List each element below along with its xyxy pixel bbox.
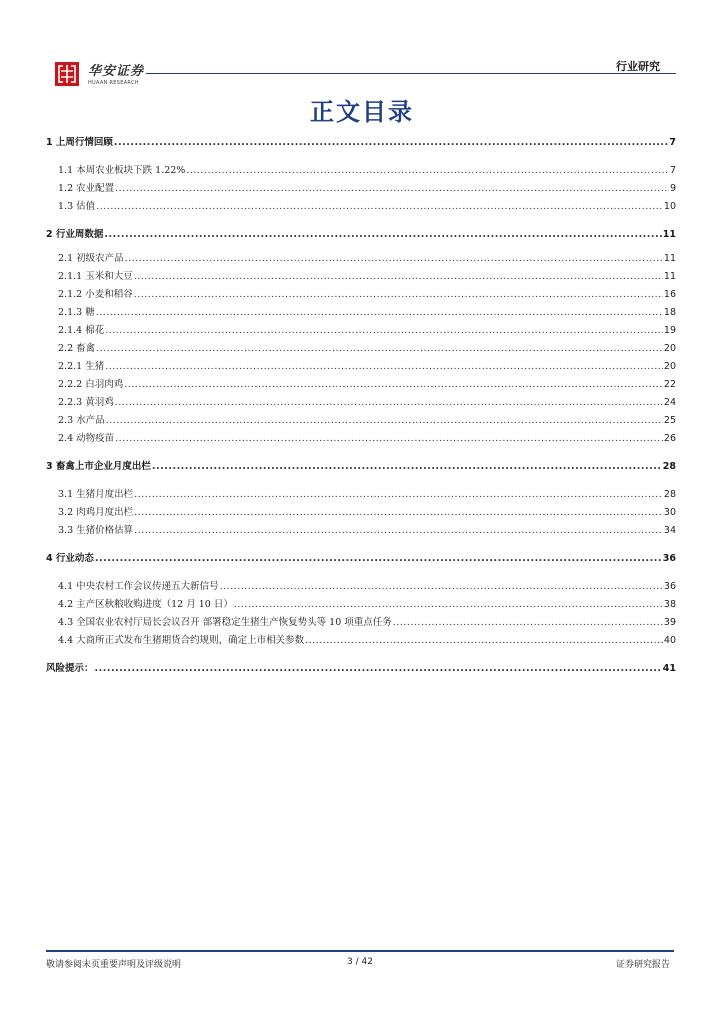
toc-leader-dots: [134, 271, 663, 282]
toc-entry[interactable]: [46, 522, 676, 538]
toc-entry-page: 11: [663, 271, 676, 282]
toc-entry[interactable]: [46, 550, 676, 566]
toc-entry[interactable]: [46, 660, 676, 676]
toc-leader-dots: [186, 165, 669, 176]
toc-entry-page: 40: [663, 635, 676, 646]
toc-leader-dots: [95, 663, 662, 674]
page-header: [48, 56, 676, 90]
toc-entry[interactable]: [46, 412, 676, 428]
toc-entry-page: 20: [663, 343, 676, 354]
toc-entry[interactable]: [46, 430, 676, 446]
toc-entry-label: 3.2 肉鸡月度出栏: [58, 507, 134, 518]
toc-entry-label: 1 上周行情回顾: [46, 137, 113, 148]
toc-leader-dots: [115, 433, 663, 444]
toc-entry-page: 7: [669, 137, 676, 148]
toc-entry-page: 30: [663, 507, 676, 518]
toc-entry[interactable]: [46, 198, 676, 214]
toc-entry-label: 2.2.3 黄羽鸡: [58, 397, 114, 408]
toc-entry-page: 22: [663, 379, 676, 390]
toc-entry-label: 4 行业动态: [46, 553, 94, 564]
toc-leader-dots: [134, 525, 663, 536]
toc-entry[interactable]: [46, 578, 676, 594]
toc-entry-page: 16: [663, 289, 676, 300]
toc-entry-label: 4.1 中央农村工作会议传递五大新信号: [58, 581, 219, 592]
toc-entry[interactable]: [46, 340, 676, 356]
toc-entry-page: 7: [669, 165, 676, 176]
toc-entry-label: 3.1 生猪月度出栏: [58, 489, 134, 500]
page-number: [46, 957, 674, 967]
toc-entry-page: 26: [663, 433, 676, 444]
toc-entry[interactable]: [46, 134, 676, 150]
toc-entry-label: 2.3 水产品: [58, 415, 105, 426]
toc-entry-page: 39: [663, 617, 676, 628]
toc-entry-label: 2 行业周数据: [46, 229, 104, 240]
toc-leader-dots: [96, 201, 663, 212]
toc-entry-page: 10: [663, 201, 676, 212]
toc-entry-page: 11: [663, 253, 676, 264]
toc-entry[interactable]: [46, 286, 676, 302]
toc-entry[interactable]: [46, 162, 676, 178]
toc-entry-page: 25: [663, 415, 676, 426]
toc-entry-label: 1.2 农业配置: [58, 183, 115, 194]
toc-leader-dots: [152, 461, 662, 472]
toc-leader-dots: [115, 397, 663, 408]
page-separator: /: [352, 957, 362, 967]
toc-entry[interactable]: [46, 486, 676, 502]
toc-entry-page: 28: [663, 489, 676, 500]
toc-entry-label: 4.4 大商所正式发布生猪期货合约规则，确定上市相关参数: [58, 635, 305, 646]
toc-entry[interactable]: [46, 304, 676, 320]
toc-leader-dots: [124, 379, 663, 390]
toc-entry-label: 2.1.1 玉米和大豆: [58, 271, 133, 282]
toc-entry-page: 11: [662, 229, 676, 240]
toc-leader-dots: [105, 361, 663, 372]
toc-leader-dots: [134, 289, 663, 300]
toc-leader-dots: [305, 635, 663, 646]
toc-leader-dots: [105, 325, 663, 336]
toc-leader-dots: [96, 343, 663, 354]
header-divider: [146, 73, 676, 74]
toc-entry-label: 1.1 本周农业板块下跌 1.22%: [58, 165, 186, 176]
toc-entry-label: 2.4 动物疫苗: [58, 433, 115, 444]
toc-entry[interactable]: [46, 376, 676, 392]
toc-entry[interactable]: [46, 632, 676, 648]
toc-entry[interactable]: [46, 322, 676, 338]
logo-english-name: HUAAN RESEARCH: [88, 80, 139, 86]
toc-entry-label: 3.3 生猪价格估算: [58, 525, 134, 536]
toc-entry-label: 2.1.2 小麦和稻谷: [58, 289, 133, 300]
toc-entry-page: 34: [663, 525, 676, 536]
toc-entry-page: 18: [663, 307, 676, 318]
toc-entry-page: 41: [662, 663, 676, 674]
toc-entry-label: 2.2.2 白羽肉鸡: [58, 379, 124, 390]
logo-chinese-name: 华安证券: [88, 64, 145, 79]
toc-entry-page: 38: [663, 599, 676, 610]
toc-entry[interactable]: [46, 226, 676, 242]
toc-leader-dots: [125, 253, 663, 264]
company-logo: [48, 60, 168, 92]
toc-entry[interactable]: [46, 358, 676, 374]
toc-entry[interactable]: [46, 504, 676, 520]
toc-entry-page: 36: [663, 581, 676, 592]
footer-divider: [46, 950, 674, 952]
toc-entry-label: 4.2 主产区秋粮收购进度（12 月 10 日）: [58, 599, 233, 610]
report-type-label: 证券研究报告: [615, 960, 670, 970]
toc-entry-page: 9: [669, 183, 676, 194]
toc-entry-label: 3 畜禽上市企业月度出栏: [46, 461, 151, 472]
toc-entry-page: 28: [662, 461, 676, 472]
toc-leader-dots: [134, 507, 663, 518]
toc-leader-dots: [96, 307, 663, 318]
total-pages: 42: [361, 957, 373, 967]
toc-entry[interactable]: [46, 268, 676, 284]
toc-leader-dots: [134, 489, 663, 500]
page-footer: [46, 957, 674, 973]
report-section-label: 行业研究: [616, 60, 660, 73]
toc-entry-label: 2.2.1 生猪: [58, 361, 105, 372]
toc-leader-dots: [104, 229, 661, 240]
toc-leader-dots: [95, 553, 662, 564]
toc-entry-label: 2.1.4 棉花: [58, 325, 105, 336]
page-title: 正文目录: [310, 98, 414, 126]
toc-entry-label: 风险提示：: [46, 663, 94, 674]
toc-leader-dots: [106, 415, 663, 426]
toc-entry-page: 24: [663, 397, 676, 408]
toc-entry[interactable]: [46, 614, 676, 630]
toc-leader-dots: [220, 581, 663, 592]
toc-entry-label: 2.2 畜禽: [58, 343, 96, 354]
toc-entry-label: 1.3 估值: [58, 201, 96, 212]
toc-entry-page: 20: [663, 361, 676, 372]
toc-leader-dots: [114, 137, 668, 148]
toc-entry[interactable]: [46, 596, 676, 612]
toc-entry[interactable]: [46, 250, 676, 266]
current-page: 3: [347, 957, 353, 967]
toc-entry-label: 4.3 全国农业农村厅局长会议召开 部署稳定生猪生产恢复势头等 10 项重点任务: [58, 617, 392, 628]
toc-leader-dots: [234, 599, 663, 610]
toc-entry-page: 19: [663, 325, 676, 336]
disclaimer-note: 敬请参阅末页重要声明及评级说明: [46, 960, 182, 970]
toc-entry-page: 36: [662, 553, 676, 564]
toc-leader-dots: [393, 617, 663, 628]
toc-entry-label: 2.1 初级农产品: [58, 253, 124, 264]
toc-entry[interactable]: [46, 180, 676, 196]
toc-entry-label: 2.1.3 糖: [58, 307, 95, 318]
toc-entry[interactable]: [46, 394, 676, 410]
huaan-seal-icon: [54, 61, 80, 87]
toc-entry[interactable]: [46, 458, 676, 474]
toc-leader-dots: [115, 183, 669, 194]
